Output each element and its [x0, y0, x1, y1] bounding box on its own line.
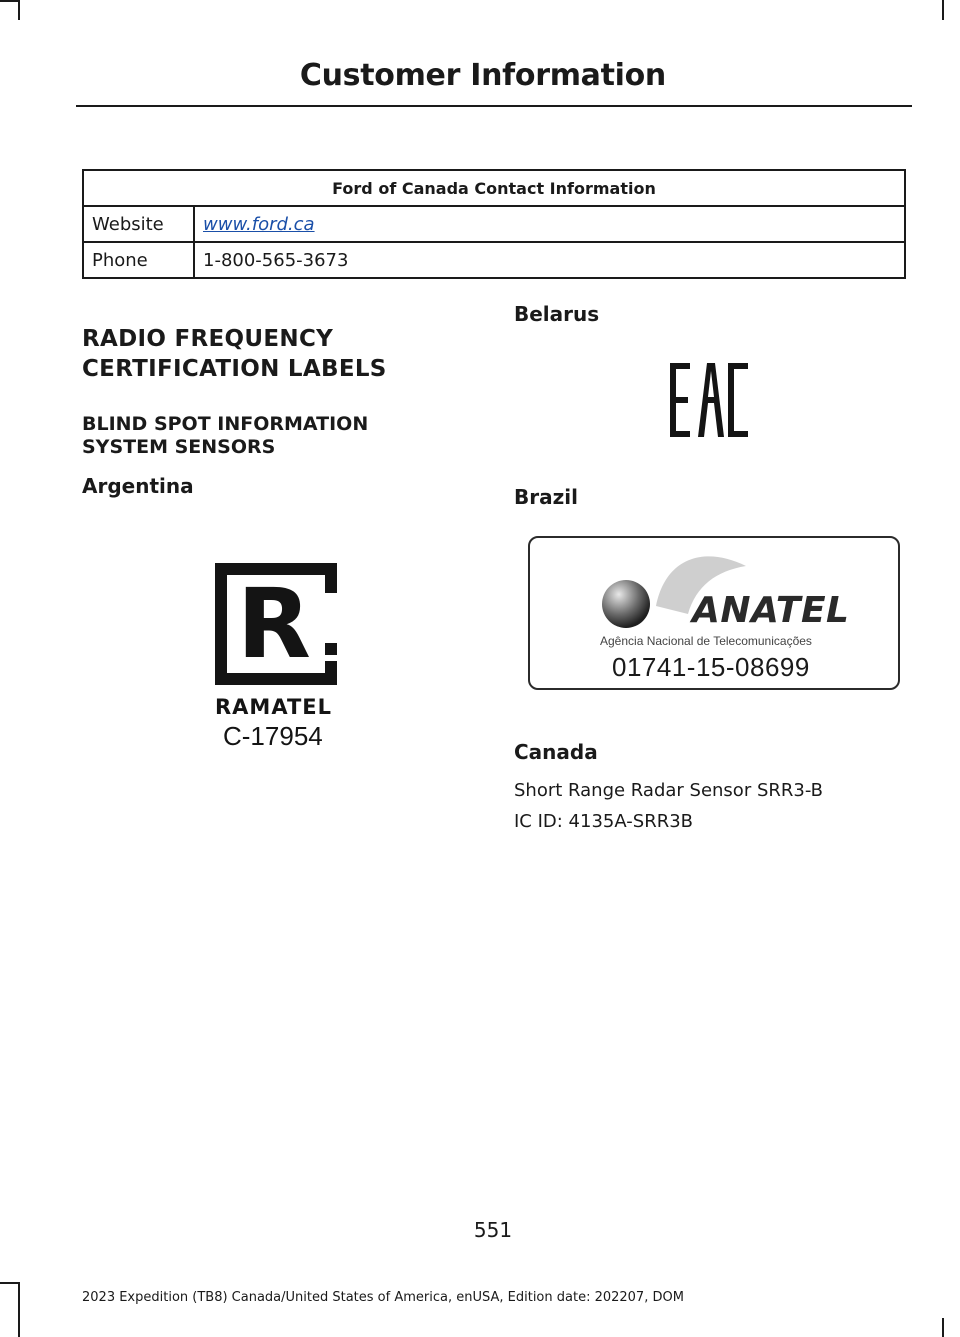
page-title: Customer Information [299, 58, 666, 93]
canada-line2: IC ID: 4135A-SRR3B [514, 811, 694, 832]
table-row [83, 206, 905, 242]
footer-edition: 2023 Expedition (TB8) Canada/United States of America, enUSA, Edition date: 202207, DOM [82, 1290, 684, 1305]
page-number: 551 [473, 1218, 513, 1242]
ramatel-name: RAMATEL [215, 695, 332, 719]
canada-heading: Canada [514, 740, 598, 764]
argentina-heading: Argentina [82, 474, 194, 498]
belarus-heading: Belarus [514, 302, 600, 326]
canada-line1: Short Range Radar Sensor SRR3-B [514, 780, 824, 801]
crop-mark-bottom-right [942, 1318, 944, 1337]
ramatel-letter: R [237, 568, 311, 680]
crop-mark-bottom-left [18, 1282, 20, 1337]
section-heading-line1: RADIO FREQUENCY [82, 326, 334, 352]
title-rule [76, 105, 912, 107]
eac-logo [670, 363, 748, 437]
contact-table [82, 169, 906, 279]
section-heading-line2: CERTIFICATION LABELS [82, 356, 387, 382]
subheading-line1: BLIND SPOT INFORMATION [82, 413, 369, 435]
table-row [83, 242, 905, 278]
crop-mark-top-left-vertical [18, 0, 20, 20]
ramatel-frame [215, 563, 337, 685]
crop-mark-top-left [0, 0, 20, 2]
ramatel-exclamation-dot [327, 645, 337, 655]
table-cell-value: 1-800-565-3673 [194, 242, 905, 278]
subheading-line2: SYSTEM SENSORS [82, 436, 276, 458]
table-cell-label: Website [83, 206, 194, 242]
table-caption-row [83, 170, 905, 206]
anatel-name: ANATEL [692, 590, 850, 631]
table-cell-label: Phone [83, 242, 194, 278]
anatel-code: 01741-15-08699 [612, 652, 810, 682]
crop-mark-top-right [942, 0, 944, 20]
table-cell-value [194, 206, 905, 242]
website-link[interactable]: www.ford.ca [203, 213, 315, 235]
anatel-logo [528, 536, 900, 690]
ramatel-code: C-17954 [223, 721, 323, 751]
anatel-subtitle: Agência Nacional de Telecomunicações [600, 634, 812, 648]
crop-mark-bottom-left-horizontal [0, 1282, 20, 1284]
ramatel-logo [215, 563, 339, 755]
brazil-heading: Brazil [514, 485, 578, 509]
table-caption: Ford of Canada Contact Information [83, 170, 905, 206]
